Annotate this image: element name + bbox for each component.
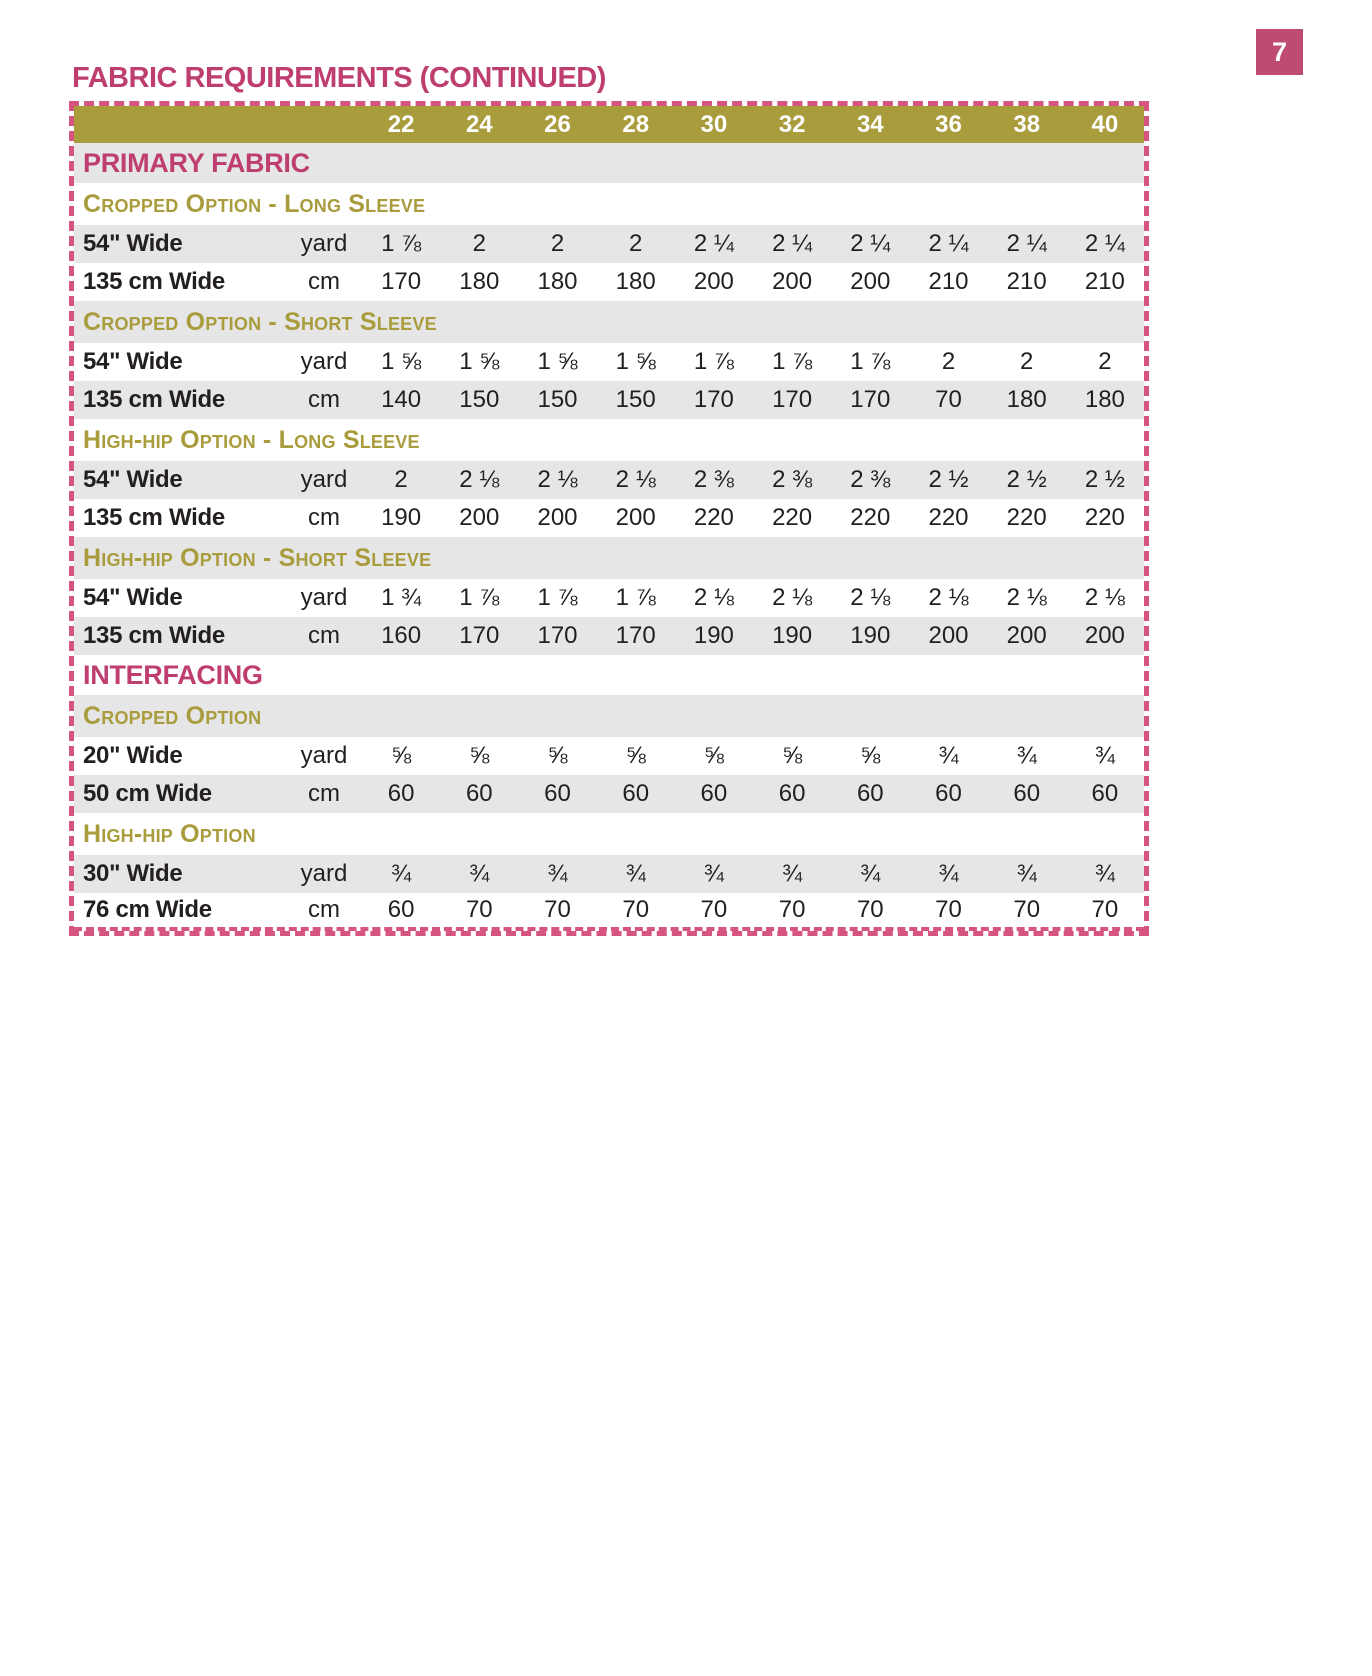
value-cell: 70 [1091,896,1119,923]
value-cell: ¾ [703,860,724,887]
value-cell: 1 ⅞ [459,584,500,611]
size-header-cell: 28 [622,110,650,138]
section-row [74,301,1144,343]
value-cell: ¾ [938,742,959,769]
row-label: 135 cm Wide [83,268,225,295]
table-row [74,617,1144,655]
value-cell: 60 [1013,780,1041,807]
value-cell: 150 [459,386,500,413]
value-cell: 170 [850,386,891,413]
value-cell: 1 ⅝ [381,348,422,375]
value-cell: 2 [1098,348,1112,375]
value-cell: ¾ [1094,742,1115,769]
section-label: Cropped Option - Short Sleeve [83,307,437,336]
page-title: FABRIC REQUIREMENTS (CONTINUED) [72,62,606,94]
value-cell: 2 ⅛ [928,584,969,611]
value-cell: 2 ½ [1006,466,1047,493]
value-cell: ¾ [1094,860,1115,887]
value-cell: ¾ [860,860,881,887]
value-cell: 170 [615,622,656,649]
value-cell: 150 [615,386,656,413]
value-cell: 1 ⅞ [772,348,813,375]
section-row [74,183,1144,225]
value-cell: 220 [1006,504,1047,531]
value-cell: 2 ⅛ [537,466,578,493]
table-row [74,225,1144,263]
fabric-requirements-table [69,101,1149,936]
value-cell: 70 [778,896,806,923]
value-cell: 190 [381,504,422,531]
value-cell: 70 [935,386,962,413]
value-cell: 1 ⅝ [459,348,500,375]
row-label: 30" Wide [83,860,183,887]
unit-cell: yard [300,860,348,887]
value-cell: 2 ⅛ [1006,584,1047,611]
value-cell: 220 [928,504,969,531]
section-label: High-hip Option - Long Sleeve [83,425,420,454]
size-header-row [74,106,1144,143]
value-cell: ⅝ [391,742,412,769]
value-cell: 2 ⅜ [772,466,813,493]
table-row [74,499,1144,537]
value-cell: 200 [1006,622,1047,649]
value-cell: 60 [700,780,728,807]
value-cell: 200 [928,622,969,649]
value-cell: 70 [622,896,650,923]
value-cell: 200 [772,268,813,295]
value-cell: 170 [693,386,734,413]
table-row [74,461,1144,499]
value-cell: 70 [935,896,962,923]
row-label: 135 cm Wide [83,504,225,531]
row-label: 54" Wide [83,230,183,257]
row-label: 135 cm Wide [83,386,225,413]
value-cell: 2 ¼ [772,230,813,257]
value-cell: ⅝ [469,742,490,769]
section-row [74,419,1144,461]
section-row [74,143,1144,183]
value-cell: 2 ⅛ [615,466,656,493]
table-row [74,579,1144,617]
value-cell: 220 [693,504,734,531]
value-cell: 150 [537,386,578,413]
value-cell: ⅝ [860,742,881,769]
value-cell: 170 [459,622,500,649]
section-label: High-hip Option [83,819,256,848]
fabric-table-body [74,143,1144,931]
value-cell: 2 ¼ [1084,230,1125,257]
value-cell: 2 [941,348,956,375]
unit-cell: cm [308,504,340,531]
size-header-cell: 40 [1091,110,1119,138]
unit-cell: cm [308,780,340,807]
value-cell: 2 ⅛ [850,584,891,611]
size-header-cell: 24 [465,110,493,138]
row-label: 20" Wide [83,742,183,769]
unit-cell: yard [300,348,348,375]
value-cell: 170 [772,386,813,413]
value-cell: 180 [1006,386,1047,413]
value-cell: 220 [850,504,891,531]
value-cell: 2 ¼ [693,230,734,257]
value-cell: 2 ⅛ [772,584,813,611]
value-cell: 1 ⅝ [537,348,578,375]
value-cell: 60 [935,780,962,807]
row-label: 54" Wide [83,466,183,493]
section-label: High-hip Option - Short Sleeve [83,543,432,572]
value-cell: 70 [700,896,728,923]
value-cell: ¾ [547,860,568,887]
value-cell: 2 ⅛ [459,466,500,493]
value-cell: 2 ¼ [850,230,891,257]
value-cell: 1 ⅞ [537,584,578,611]
size-header-cell: 30 [700,110,728,138]
value-cell: 70 [544,896,571,923]
table-row [74,775,1144,813]
value-cell: 1 ⅞ [381,230,422,257]
value-cell: 2 ½ [928,466,969,493]
size-header-cell: 38 [1013,110,1041,138]
value-cell: 180 [1084,386,1125,413]
value-cell: 2 [629,230,643,257]
section-label: INTERFACING [83,659,263,690]
size-header-cell: 22 [387,110,415,138]
value-cell: 170 [381,268,422,295]
unit-cell: yard [300,742,348,769]
value-cell: 160 [381,622,422,649]
value-cell: ¾ [1016,860,1037,887]
section-row [74,537,1144,579]
row-label: 135 cm Wide [83,622,225,649]
value-cell: 1 ⅞ [850,348,891,375]
value-cell: 60 [1091,780,1119,807]
row-label: 54" Wide [83,348,183,375]
table-row [74,855,1144,893]
value-cell: 60 [544,780,571,807]
unit-cell: cm [308,268,340,295]
value-cell: 70 [465,896,493,923]
section-label: Cropped Option - Long Sleeve [83,189,426,218]
row-label: 76 cm Wide [83,896,212,923]
unit-cell: yard [300,584,348,611]
value-cell: 60 [622,780,650,807]
value-cell: 210 [928,268,969,295]
value-cell: 2 [394,466,408,493]
value-cell: 200 [615,504,656,531]
value-cell: 70 [856,896,884,923]
value-cell: 180 [615,268,656,295]
size-header-cell: 36 [935,110,962,138]
value-cell: 2 ⅜ [693,466,734,493]
value-cell: 1 ⅞ [693,348,734,375]
value-cell: ¾ [1016,742,1037,769]
unit-cell: cm [308,386,340,413]
value-cell: 60 [465,780,493,807]
value-cell: 2 ⅛ [1084,584,1125,611]
unit-cell: cm [308,622,340,649]
size-header-cell: 32 [778,110,806,138]
table-row [74,343,1144,381]
value-cell: 190 [772,622,813,649]
value-cell: 2 [550,230,565,257]
value-cell: 1 ¾ [381,584,422,611]
value-cell: 2 ¼ [1006,230,1047,257]
value-cell: 210 [1084,268,1125,295]
value-cell: 200 [693,268,734,295]
value-cell: 60 [856,780,884,807]
value-cell: 60 [387,780,415,807]
section-label: PRIMARY FABRIC [83,147,310,178]
table-row [74,381,1144,419]
value-cell: 2 [1020,348,1034,375]
value-cell: ¾ [782,860,803,887]
section-row [74,655,1144,695]
table-row [74,737,1144,775]
value-cell: 70 [1013,896,1041,923]
value-cell: 200 [1084,622,1125,649]
value-cell: 180 [459,268,500,295]
value-cell: 220 [772,504,813,531]
value-cell: 1 ⅝ [615,348,656,375]
value-cell: ⅝ [782,742,803,769]
unit-cell: yard [300,230,348,257]
value-cell: ⅝ [625,742,646,769]
table-row [74,893,1144,931]
value-cell: ⅝ [547,742,568,769]
value-cell: 200 [459,504,500,531]
value-cell: 180 [537,268,578,295]
value-cell: 200 [537,504,578,531]
section-row [74,813,1144,855]
size-header-cell: 34 [856,110,884,138]
value-cell: 2 [472,230,486,257]
value-cell: 2 ¼ [928,230,969,257]
size-header-cell: 26 [544,110,571,138]
value-cell: 140 [381,386,422,413]
value-cell: ⅝ [703,742,724,769]
row-label: 50 cm Wide [83,780,212,807]
row-label: 54" Wide [83,584,183,611]
value-cell: ¾ [391,860,412,887]
value-cell: 2 ⅜ [850,466,891,493]
table-row [74,263,1144,301]
value-cell: 1 ⅞ [615,584,656,611]
value-cell: 200 [850,268,891,295]
value-cell: 190 [693,622,734,649]
page-number-badge [1256,29,1303,75]
value-cell: 210 [1006,268,1047,295]
value-cell: 2 ½ [1084,466,1125,493]
value-cell: 60 [387,896,415,923]
value-cell: 220 [1084,504,1125,531]
value-cell: ¾ [938,860,959,887]
value-cell: 190 [850,622,891,649]
value-cell: 60 [778,780,806,807]
value-cell: 170 [537,622,578,649]
unit-cell: yard [300,466,348,493]
unit-cell: cm [308,896,340,923]
page-number: 7 [1271,36,1288,67]
value-cell: ¾ [625,860,646,887]
section-row [74,695,1144,737]
section-label: Cropped Option [83,701,262,730]
value-cell: 2 ⅛ [693,584,734,611]
value-cell: ¾ [469,860,490,887]
